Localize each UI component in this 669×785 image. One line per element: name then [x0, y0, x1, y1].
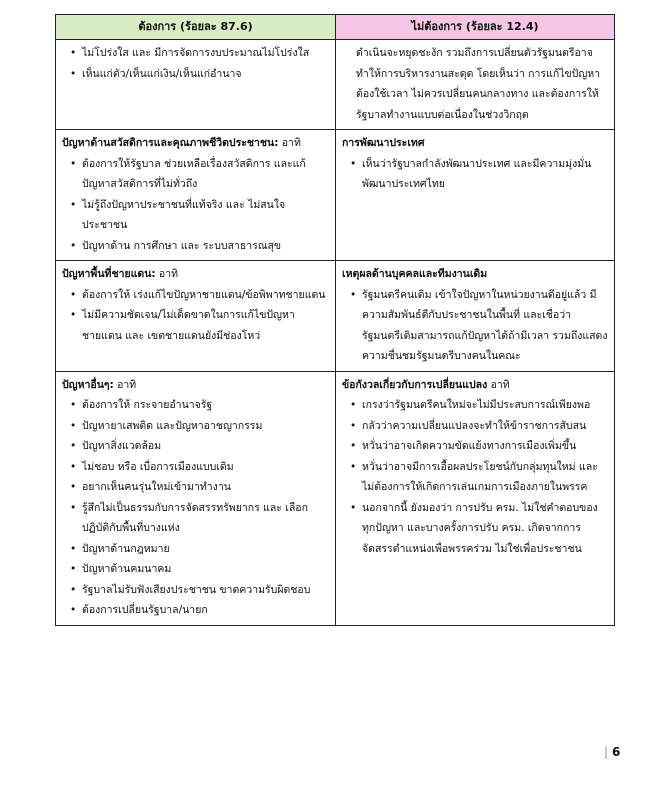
category-note: อาทิ — [113, 378, 137, 391]
list-item: • ต้องการให้ เร่งแก้ไขปัญหาชายแดน/ข้อพิพาทชายแดน — [62, 285, 329, 306]
list-item: • เห็นแก่ตัว/เห็นแก่เงิน/เห็นแก่อำนาจ — [62, 64, 329, 85]
list-item: • ปัญหายาเสพติด และปัญหาอาชญากรรม — [62, 416, 329, 437]
category-title: เหตุผลด้านบุคคลและทีมงานเดิม — [342, 268, 488, 280]
list-item: • ปัญหาด้าน การศึกษา และ ระบบสาธารณสุข — [62, 236, 329, 257]
list-item: • ปัญหาด้านคมนาคม — [62, 559, 329, 580]
list-item: • ไม่โปร่งใส และ มีการจัดการงบประมาณไม่โปร่งใส — [62, 43, 329, 64]
cell-want — [56, 130, 336, 261]
category-heading — [342, 264, 608, 285]
cell-not-want — [336, 130, 615, 261]
header-want: ต้องการ (ร้อยละ 87.6) — [56, 15, 336, 40]
category-heading — [342, 375, 608, 396]
cell-not-want — [336, 261, 615, 372]
list-item: • ไม่มีความชัดเจน/ไม่เด็ดขาดในการแก้ไขปัญหาชายแดน และ เขตชายแดนยังมีช่องโหว่ — [62, 305, 329, 346]
list-item: • ต้องการเปลี่ยนรัฐบาล/นายก — [62, 600, 329, 621]
opinion-table — [55, 14, 615, 626]
category-heading — [62, 133, 329, 154]
table-row — [56, 40, 615, 130]
category-title: ปัญหาพื้นที่ชายแดน: — [62, 268, 156, 280]
bullet-list — [342, 154, 608, 195]
category-title: ปัญหาด้านสวัสดิการและคุณภาพชีวิตประชาชน: — [62, 137, 279, 149]
list-item: • เกรงว่ารัฐมนตรีคนใหม่จะไม่มีประสบการณ์เพียงพอ — [342, 395, 608, 416]
list-item: • ปัญหาสิ่งแวดล้อม — [62, 436, 329, 457]
list-item: • ปัญหาด้านกฎหมาย — [62, 539, 329, 560]
list-item: • ไม่ชอบ หรือ เบื่อการเมืองแบบเดิม — [62, 457, 329, 478]
category-note: อาทิ — [155, 268, 179, 280]
list-item: • รัฐมนตรีคนเดิม เข้าใจปัญหาในหน่วยงานดีอยู่แล้ว มีความสัมพันธ์ดีกับประชาชนในพื้นที่ และเชื่อว่ารัฐมนตรีเดิมสามารถแก้ปัญหาได้ถ้ามีเวลา รวมถึงแสดงความชื่นชมรัฐมนตรีบางคนในคณะ — [342, 285, 608, 367]
cell-not-want — [336, 371, 615, 625]
list-item: • นอกจากนี้ ยังมองว่า การปรับ ครม. ไม่ใช่คำตอบของทุกปัญหา และบางครั้งการปรับ ครม. เกิดจากการจัดสรรตำแหน่งเพื่อพรรคร่วม ไม่ใช่เพื่อประชาชน — [342, 498, 608, 560]
list-item: • ต้องการให้รัฐบาล ช่วยเหลือเรื่องสวัสดิการ และแก้ปัญหาสวัสดิการที่ไม่ทั่วถึง — [62, 154, 329, 195]
bullet-list — [342, 285, 608, 367]
category-title: ข้อกังวลเกี่ยวกับการเปลี่ยนแปลง — [342, 378, 488, 391]
cell-want — [56, 371, 336, 625]
header-not-want: ไม่ต้องการ (ร้อยละ 12.4) — [336, 15, 615, 40]
list-item: • เห็นว่ารัฐบาลกำลังพัฒนาประเทศ และมีความมุ่งมั่นพัฒนาประเทศไทย — [342, 154, 608, 195]
page-number-value: 6 — [612, 745, 621, 759]
table-row — [56, 130, 615, 261]
cell-want — [56, 40, 336, 130]
bullet-list — [342, 395, 608, 559]
bullet-list — [62, 395, 329, 621]
list-item: • หวั่นว่าอาจเกิดความขัดแย้งทางการเมืองเพิ่มขึ้น — [342, 436, 608, 457]
list-item: • หวั่นว่าอาจมีการเอื้อผลประโยชน์กับกลุ่มทุนใหม่ และไม่ต้องการให้เกิดการเล่นเกมการเมืองภายในพรรค — [342, 457, 608, 498]
category-title: การพัฒนาประเทศ — [342, 137, 425, 149]
table-row — [56, 371, 615, 625]
cell-want — [56, 261, 336, 372]
bullet-list — [62, 43, 329, 84]
list-item: • ไม่รู้ถึงปัญหาประชาชนที่แท้จริง และ ไม่สนใจประชาชน — [62, 195, 329, 236]
list-item: • ต้องการให้ กระจายอำนาจรัฐ — [62, 395, 329, 416]
cell-not-want — [336, 40, 615, 130]
list-item: • กลัวว่าความเปลี่ยนแปลงจะทำให้ข้าราชการสับสน — [342, 416, 608, 437]
bullet-list — [62, 154, 329, 257]
list-item: • รู้สึกไม่เป็นธรรมกับการจัดสรรทรัพยากร และ เลือกปฏิบัติกับพื้นที่บางแห่ง — [62, 498, 329, 539]
category-title: ปัญหาอื่นๆ: — [62, 378, 114, 391]
list-item: • รัฐบาลไม่รับฟังเสียงประชาชน ขาดความรับผิดชอบ — [62, 580, 329, 601]
table-header-row — [56, 15, 615, 40]
table-row — [56, 261, 615, 372]
list-item: • อยากเห็นคนรุ่นใหม่เข้ามาทำงาน — [62, 477, 329, 498]
page-number — [604, 745, 620, 759]
category-note: อาทิ — [278, 137, 301, 149]
bullet-list — [62, 285, 329, 347]
category-note: อาทิ — [487, 378, 510, 391]
category-heading — [62, 264, 329, 285]
page-separator: | — [604, 745, 609, 759]
continued-paragraph: ดำเนินจะหยุดชะงัก รวมถึงการเปลี่ยนตัวรัฐมนตรีอาจทำให้การบริหารงานสะดุด โดยเห็นว่า การแก้ไขปัญหาต้องใช้เวลา ไม่ควรเปลี่ยนคนกลางทาง และต้องการให้รัฐบาลทำงานแบบต่อเนื่องในช่วงวิกฤต — [356, 47, 601, 121]
category-heading — [342, 133, 608, 154]
category-heading — [62, 375, 329, 396]
